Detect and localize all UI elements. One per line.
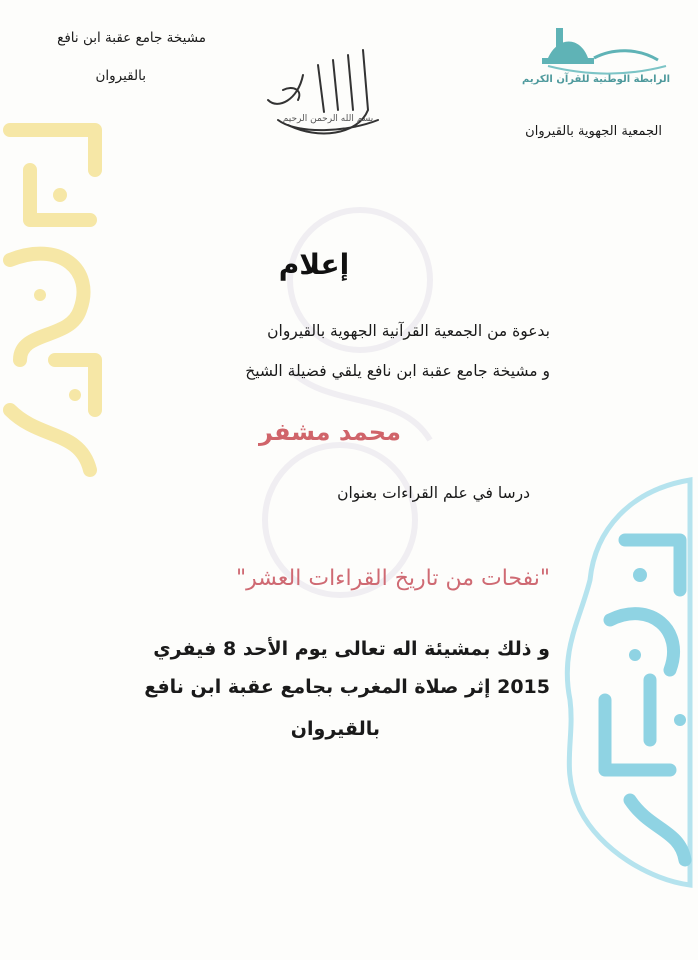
bismillah-calligraphy [258,40,398,145]
speaker-name: محمد مشفر [259,418,401,446]
invite-line-1: بدعوة من الجمعية القرآنية الجهوية بالقيروان [267,322,550,340]
mosque-header-line2: بالقيروان [95,68,146,84]
association-name: الجمعية الجهوية بالقيروان [525,124,662,139]
lesson-intro: درسا في علم القراءات بعنوان [337,484,530,502]
yellow-calligraphy-ornament [0,110,110,490]
date-line-3: بالقيروان [290,718,380,740]
logo-text: الرابطة الوطنية للقرآن الكريم [522,74,670,85]
invite-line-2: و مشيخة جامع عقبة ابن نافع يلقي فضيلة الشيخ [245,362,550,380]
mosque-header-line1: مشيخة جامع عقبة ابن نافع [57,30,206,46]
date-line-2: 2015 إثر صلاة المغرب بجامع عقبة ابن نافع [144,676,550,698]
lesson-title: "نفحات من تاريخ القراءات العشر" [236,566,550,591]
bismillah-text: بسم الله الرحمن الرحيم [282,114,374,124]
quran-association-logo [522,22,678,104]
date-line-1: و ذلك بمشيئة اله تعالى يوم الأحد 8 فيفري [153,638,550,660]
cyan-calligraphy-ornament [540,470,698,890]
notice-title: إعلام [278,248,350,281]
